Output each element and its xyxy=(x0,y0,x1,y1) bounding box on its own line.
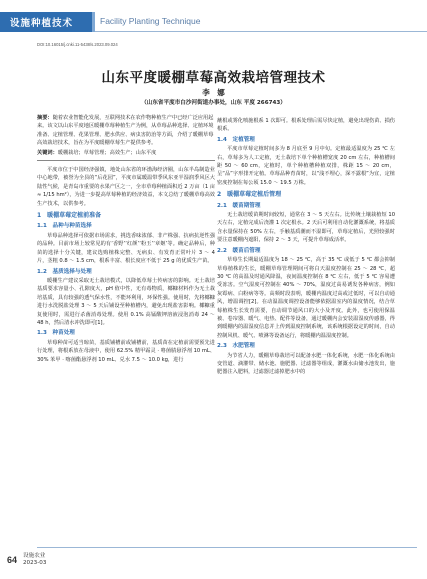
body-paragraph: 暖棚生产建议采取无土栽培模式，以降低草莓土传病害的影响。无土栽培基质要求容量小、孔隙度大，pH 值中性，无有毒物质，椰糠材料作为无土栽培基质，具有较强的透气保水性，不能环利用，环保性强。使用时，先将椰糠进行水洗脱盐处理 3 ～ 5 天后铺设至种植槽内，避免出现盐害影响。椰糠重复使用时，需进行杀菌消毒处理。使用 0.1% 高锰酸钾溶液浸泡消毒 24 ～ 48 h，然后清水冲洗即可[1]。 xyxy=(37,277,215,326)
abstract xyxy=(37,114,215,148)
journal-info xyxy=(23,553,46,567)
section-header xyxy=(0,12,427,32)
left-column xyxy=(37,114,215,364)
body-paragraph: 草莓种苗可适当晾苗，基质铺槽前或铺槽前，基质苗在定植前需要预先进行处理，将根系放在母液中，使用 62.5% 精甲霜灵 · 咯菌腈悬浮剂 10 mL、30% 苯甲 · 喀菌酯悬浮剂 10 mL、兑水 7.5 ～ 10.0 kg，进行 xyxy=(37,339,215,363)
keywords-text: 暖棚栽培；草莓管理；高效生产；山东平度 xyxy=(57,149,157,156)
body-paragraph: 平度市草莓定植时间多为 8 月底至 9 月中旬。定植最适温度为 25 ℃ 左右，草莓多为人工定植，无土栽培下单个种植槽宽度 20 cm 左右，种植槽间距 50 ～ 60 cm，定植时，单个种植槽种植双排，株距 15 ～ 20 cm，呈“品”字形排开定植。草莓品种育苗时，以“浅不埋心，深不露根”为宜，定植密度控制在每公顷 15.0 ～ 19.5 万株。 xyxy=(217,146,395,186)
body-paragraph: 蘸根或雾化喷施根系 1 次即可。根系处理后需尽快定植，避免出现伤苗、损伤根系。 xyxy=(217,118,395,133)
author-affiliation: （山东省平度市白沙河街道办事处，山东 平度 266743） xyxy=(141,100,286,106)
body-paragraph: 无土栽培缓苗期时间较短，通常在 3 ～ 5 天左右。比传统土壤栽植短 10 天左右，定植完成后浇灌 1 次定根水。2 天后可利用自动化灌溉系统，将基质含水量保持在 50% 左右，手触基质潮而不湿即可，草莓定植后，光照较强时要注意暖棚内遮阳，保持 2 ～ 3 天，可提升草莓成活率。 xyxy=(217,212,395,244)
subsection-heading: 2.3 水肥管理 xyxy=(217,343,255,350)
right-body xyxy=(217,117,395,377)
abstract-divider xyxy=(37,160,215,161)
abstract-text: 随着农业智能化发展，互联网技术在农作物种植生产中已经广泛应用起来。该文以山东平度地区暖棚草莓种植生产为例，从草莓品种选择、定植环境准备、定植管理、花果管理、肥水供应、病虫害防治等方面，介绍了暖棚草莓高效栽培技术，旨在为平度暖棚草莓生产提供参考。 xyxy=(37,115,214,147)
article-title: 山东平度暖棚草莓高效栽培管理技术 xyxy=(101,70,326,86)
section-title: 设施种植技术 xyxy=(10,18,74,29)
body-paragraph: 为节省人力，暖棚草莓栽培可以配备水肥一体化系统，水肥一体化系统由变管道、滴灌带、储水池、施肥器、过滤器等组成，灌溉水由储水池发出，施肥器注入肥料，过滤器过滤掉肥水中的 xyxy=(217,352,395,376)
subsection-heading: 1.2 基质选择与处理 xyxy=(37,268,92,275)
subsection-heading: 2.2 缓苗后管理 xyxy=(217,247,261,254)
subsection-heading: 1.3 种苗处理 xyxy=(37,330,75,337)
footer-rule xyxy=(37,547,417,548)
page-number: 64 xyxy=(7,555,18,565)
article-author: 李 娜 xyxy=(202,88,225,97)
left-body xyxy=(37,166,215,364)
section-heading: 2 暖棚草莓定植后管理 xyxy=(217,191,282,199)
section-tab xyxy=(0,12,92,32)
subsection-heading: 1.1 品种与种苗选择 xyxy=(37,223,92,230)
subsection-heading: 2.1 缓苗期管理 xyxy=(217,202,261,209)
body-paragraph: 草莓品种选择可依据市场需求，挑选香味浓郁、非产株强、抗病抗逆性强的品种。目前市场上较常见的有‘香野’‘红颜’‘粉玉’‘章姬’等。确定品种后，种苗的选择十分关键，建议选购植株完整、无病虫、有发育正常叶片 3 ～ 4 片，茎粗 0.8 ～ 1.5 cm，根系丰富、根长度应不低于 25 g 的优质生产苗。 xyxy=(37,232,215,265)
keywords-label: 关键词： xyxy=(37,149,58,156)
journal-issue: 2023-03 xyxy=(23,560,47,566)
journal-name: 设施农业 xyxy=(23,553,46,559)
subsection-heading: 1.4 定植管理 xyxy=(217,136,255,143)
abstract-label: 摘要： xyxy=(37,115,53,121)
body-paragraph: 平度市位于中国经济强镇，地处山东省的环渤海经济圈，山东半岛制造业中心地带，被誉为全县的“后花园”，平度市属暖温带季风东亚半湿润季风区大陆性气候，是青岛市重要的水果产区之一，全市草莓种植面积近 2 万亩（1 亩 ≈ 1/15 hm²），为进一步提高草莓种植的经济效益，本文总结了暖棚草莓高效生产技术，以供参考。 xyxy=(37,167,215,207)
doi-line: DOI:10.16015/j.cnki.11-5438/s.2023.09.024 xyxy=(37,42,118,47)
body-paragraph: 草莓生长期最适温度为 18 ～ 25 ℃，高于 35 ℃ 或低于 5 ℃ 都会抑制草莓植株的生长，暖棚草莓管理期间可将白天温度控制在 25 ～ 28 ℃，超 30 ℃ 的高温及时通风降温，夜间温度控制在 8 ℃ 左右，低于 5 ℃ 容易遭受冻害。空气湿度可控制在 40% ～ 70%，温度过高易诱发各种病害，例如灰霉病、白粉病等等。高频时段表明，暖棚内温度过高或过低时，可以自动通风，增温调控[2]。在动温温度调控设备能够依据温室内的温度情况，结合草莓植株生长发育需要，自动调节通风口的大小及开度。此外，也可使用保温被、卷帘器、暖气、电热、配件等设备，通过暖棚内会安装温湿度传感器，得到暖棚内的温湿度信息并上传到温度控制系统，该系统根据设定的时间，自动控制风机、暖气、喷淋等设备运行，将暖棚内温湿度控制。 xyxy=(217,257,395,339)
keywords xyxy=(37,149,215,157)
header-rule xyxy=(95,31,427,32)
header-separator xyxy=(92,12,95,32)
section-heading: 1 暖棚草莓定植前准备 xyxy=(37,212,102,220)
section-title-en: Facility Planting Technique xyxy=(100,16,201,26)
right-column xyxy=(217,117,395,377)
